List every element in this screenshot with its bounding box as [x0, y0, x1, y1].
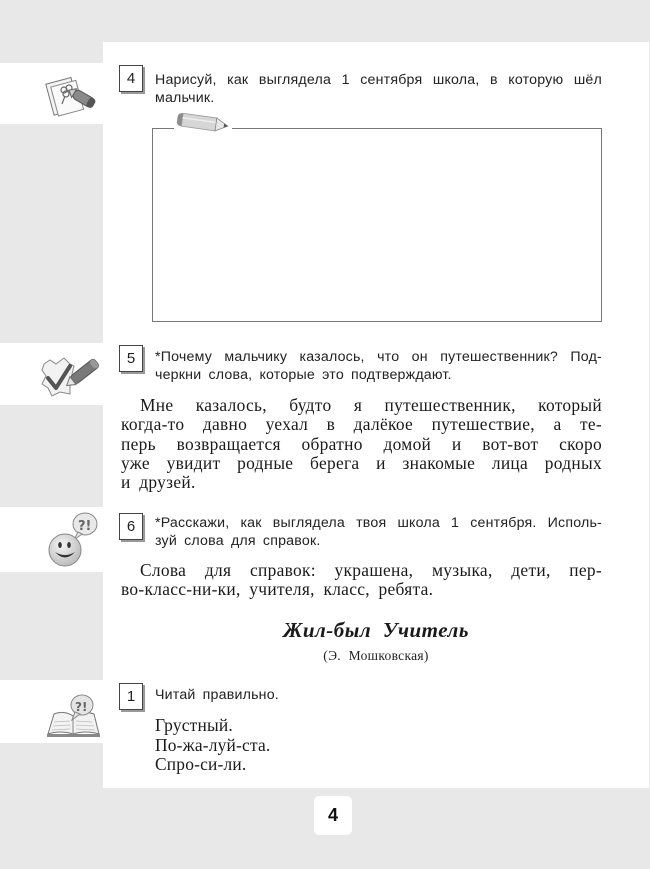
story-task-1-instruction: Читай правильно. [155, 687, 279, 703]
pencil-icon [174, 112, 232, 134]
book-speech-icon [44, 694, 102, 738]
reference-line: Слова для справок: украшена, музыка, дети, пер- [140, 560, 602, 580]
checkmark-pencil-icon [40, 352, 102, 398]
instruction-line: Нарисуй, как выглядела 1 сентября школа, в которую шёл [155, 72, 602, 88]
draw-pencil-icon [44, 70, 100, 120]
reference-words [121, 561, 602, 600]
passage-line: и друзей. [121, 472, 196, 493]
reading-words-list [155, 716, 270, 775]
task-5-instruction [155, 348, 602, 384]
task-number-box: 5 [119, 345, 143, 372]
drawing-area[interactable] [152, 128, 602, 322]
story-title: Жил-был Учитель [283, 618, 469, 642]
task-number-box: 6 [119, 513, 143, 540]
reading-word: Спро-си-ли. [155, 754, 247, 774]
task-4-instruction [155, 71, 602, 107]
smiley-speech-icon [44, 510, 102, 570]
task-6-instruction [155, 514, 602, 550]
passage-line: перь возвращается обратно домой и вот-вот скоро [121, 433, 602, 454]
reading-word: По-жа-луй-ста. [155, 734, 271, 755]
instruction-line: зуй слова для справок. [155, 533, 321, 549]
passage-line: когда-то давно уехал в далёкое путешествие, а те- [121, 414, 602, 435]
passage-line: Мне казалось, будто я путешественник, который [140, 395, 602, 415]
instruction-line: *Расскажи, как выглядела твоя школа 1 сентября. Исполь- [155, 515, 602, 531]
svg-text:?!: ?! [78, 519, 92, 534]
reading-word: Грустный. [155, 715, 233, 735]
story-passage [121, 396, 602, 492]
story-author: (Э. Мошковская) [323, 648, 429, 663]
instruction-line: мальчик. [155, 90, 215, 106]
svg-text:?!: ?! [75, 700, 88, 714]
task-number-box: 4 [119, 65, 143, 92]
passage-line: уже увидит родные берега и знакомые лица родных [121, 452, 602, 473]
instruction-line: черкни слова, которые это подтверждают. [155, 367, 452, 383]
page-number: 4 [314, 796, 352, 835]
reference-line: во-класс-ни-ки, учителя, класс, ребята. [121, 579, 434, 600]
task-number-box: 1 [119, 683, 143, 710]
instruction-line: *Почему мальчику казалось, что он путешественник? Под- [155, 349, 602, 365]
